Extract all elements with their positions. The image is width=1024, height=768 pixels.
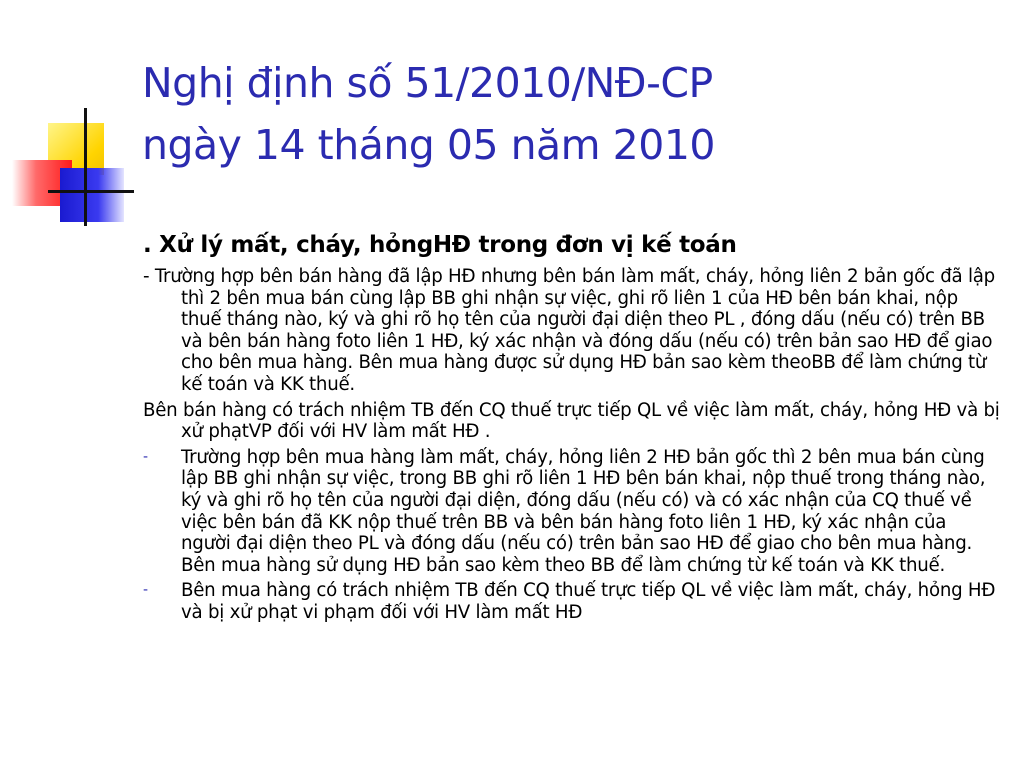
bullet-item-buyer-responsibility [143, 580, 1001, 623]
bullet-text: Bên mua hàng có trách nhiệm TB đến CQ thuế trực tiếp QL về việc làm mất, cháy, hỏng HĐ và bị xử phạt vi phạm đối với HV làm mất HĐ [181, 580, 996, 623]
logo-horizontal-line [48, 190, 134, 193]
bullet-dash-icon: - [143, 448, 148, 465]
paragraph-seller-responsibility: Bên bán hàng có trách nhiệm TB đến CQ thuế trực tiếp QL về việc làm mất, cháy, hỏng HĐ và bị xử phạtVP đối với HV làm mất HĐ . [143, 399, 1000, 443]
paragraph-seller-lost: - Trường hợp bên bán hàng đã lập HĐ nhưng bên bán làm mất, cháy, hỏng liên 2 bản gốc đã lập thì 2 bên mua bán cùng lập BB ghi nhận sự việc, ghi rõ liên 1 của HĐ bên bán khai, nộp thuế tháng nào, ký và ghi rõ họ tên của người đại diện theo PL , đóng dấu (nếu có) trên BB và bên bán hàng foto liên 1 HĐ, ký xác nhận và đóng dấu (nếu có) trên bản sao HĐ để giao cho bên mua hàng. Bên mua hàng được sử dụng HĐ bản sao kèm theoBB để làm chứng từ kế toán và KK thuế. [143, 266, 995, 395]
slide-title-line-1: Nghị định số 51/2010/NĐ-CP [142, 59, 713, 107]
logo-blue-square [60, 168, 124, 222]
bullet-text: Trường hợp bên mua hàng làm mất, cháy, hỏng liên 2 HĐ bản gốc thì 2 bên mua bán cùng lập BB ghi nhận sự việc, trong BB ghi rõ liên 1 HĐ bên bán khai, nộp thuế trong tháng nào, ký và ghi rõ họ tên của người đại diện, đóng dấu (nếu có) và có xác nhận của CQ thuế về việc bên bán đã KK nộp thuế trên BB và bên bán hàng foto liên 1 HĐ, ký xác nhận của người đại diện theo PL và đóng dấu (nếu có) trên bản sao HĐ để giao cho bên mua hàng. Bên mua hàng sử dụng HĐ bản sao kèm theo BB để làm chứng từ kế toán và KK thuế. [181, 446, 986, 576]
section-heading: . Xử lý mất, cháy, hỏngHĐ trong đơn vị kế toán [143, 232, 737, 258]
slide-title [142, 52, 1002, 176]
logo-vertical-line [84, 108, 87, 226]
bullet-item-buyer-lost [143, 447, 1001, 577]
slide-title-line-2: ngày 14 tháng 05 năm 2010 [142, 121, 715, 169]
bullet-dash-icon: - [143, 582, 148, 599]
slide-body [143, 228, 1001, 628]
